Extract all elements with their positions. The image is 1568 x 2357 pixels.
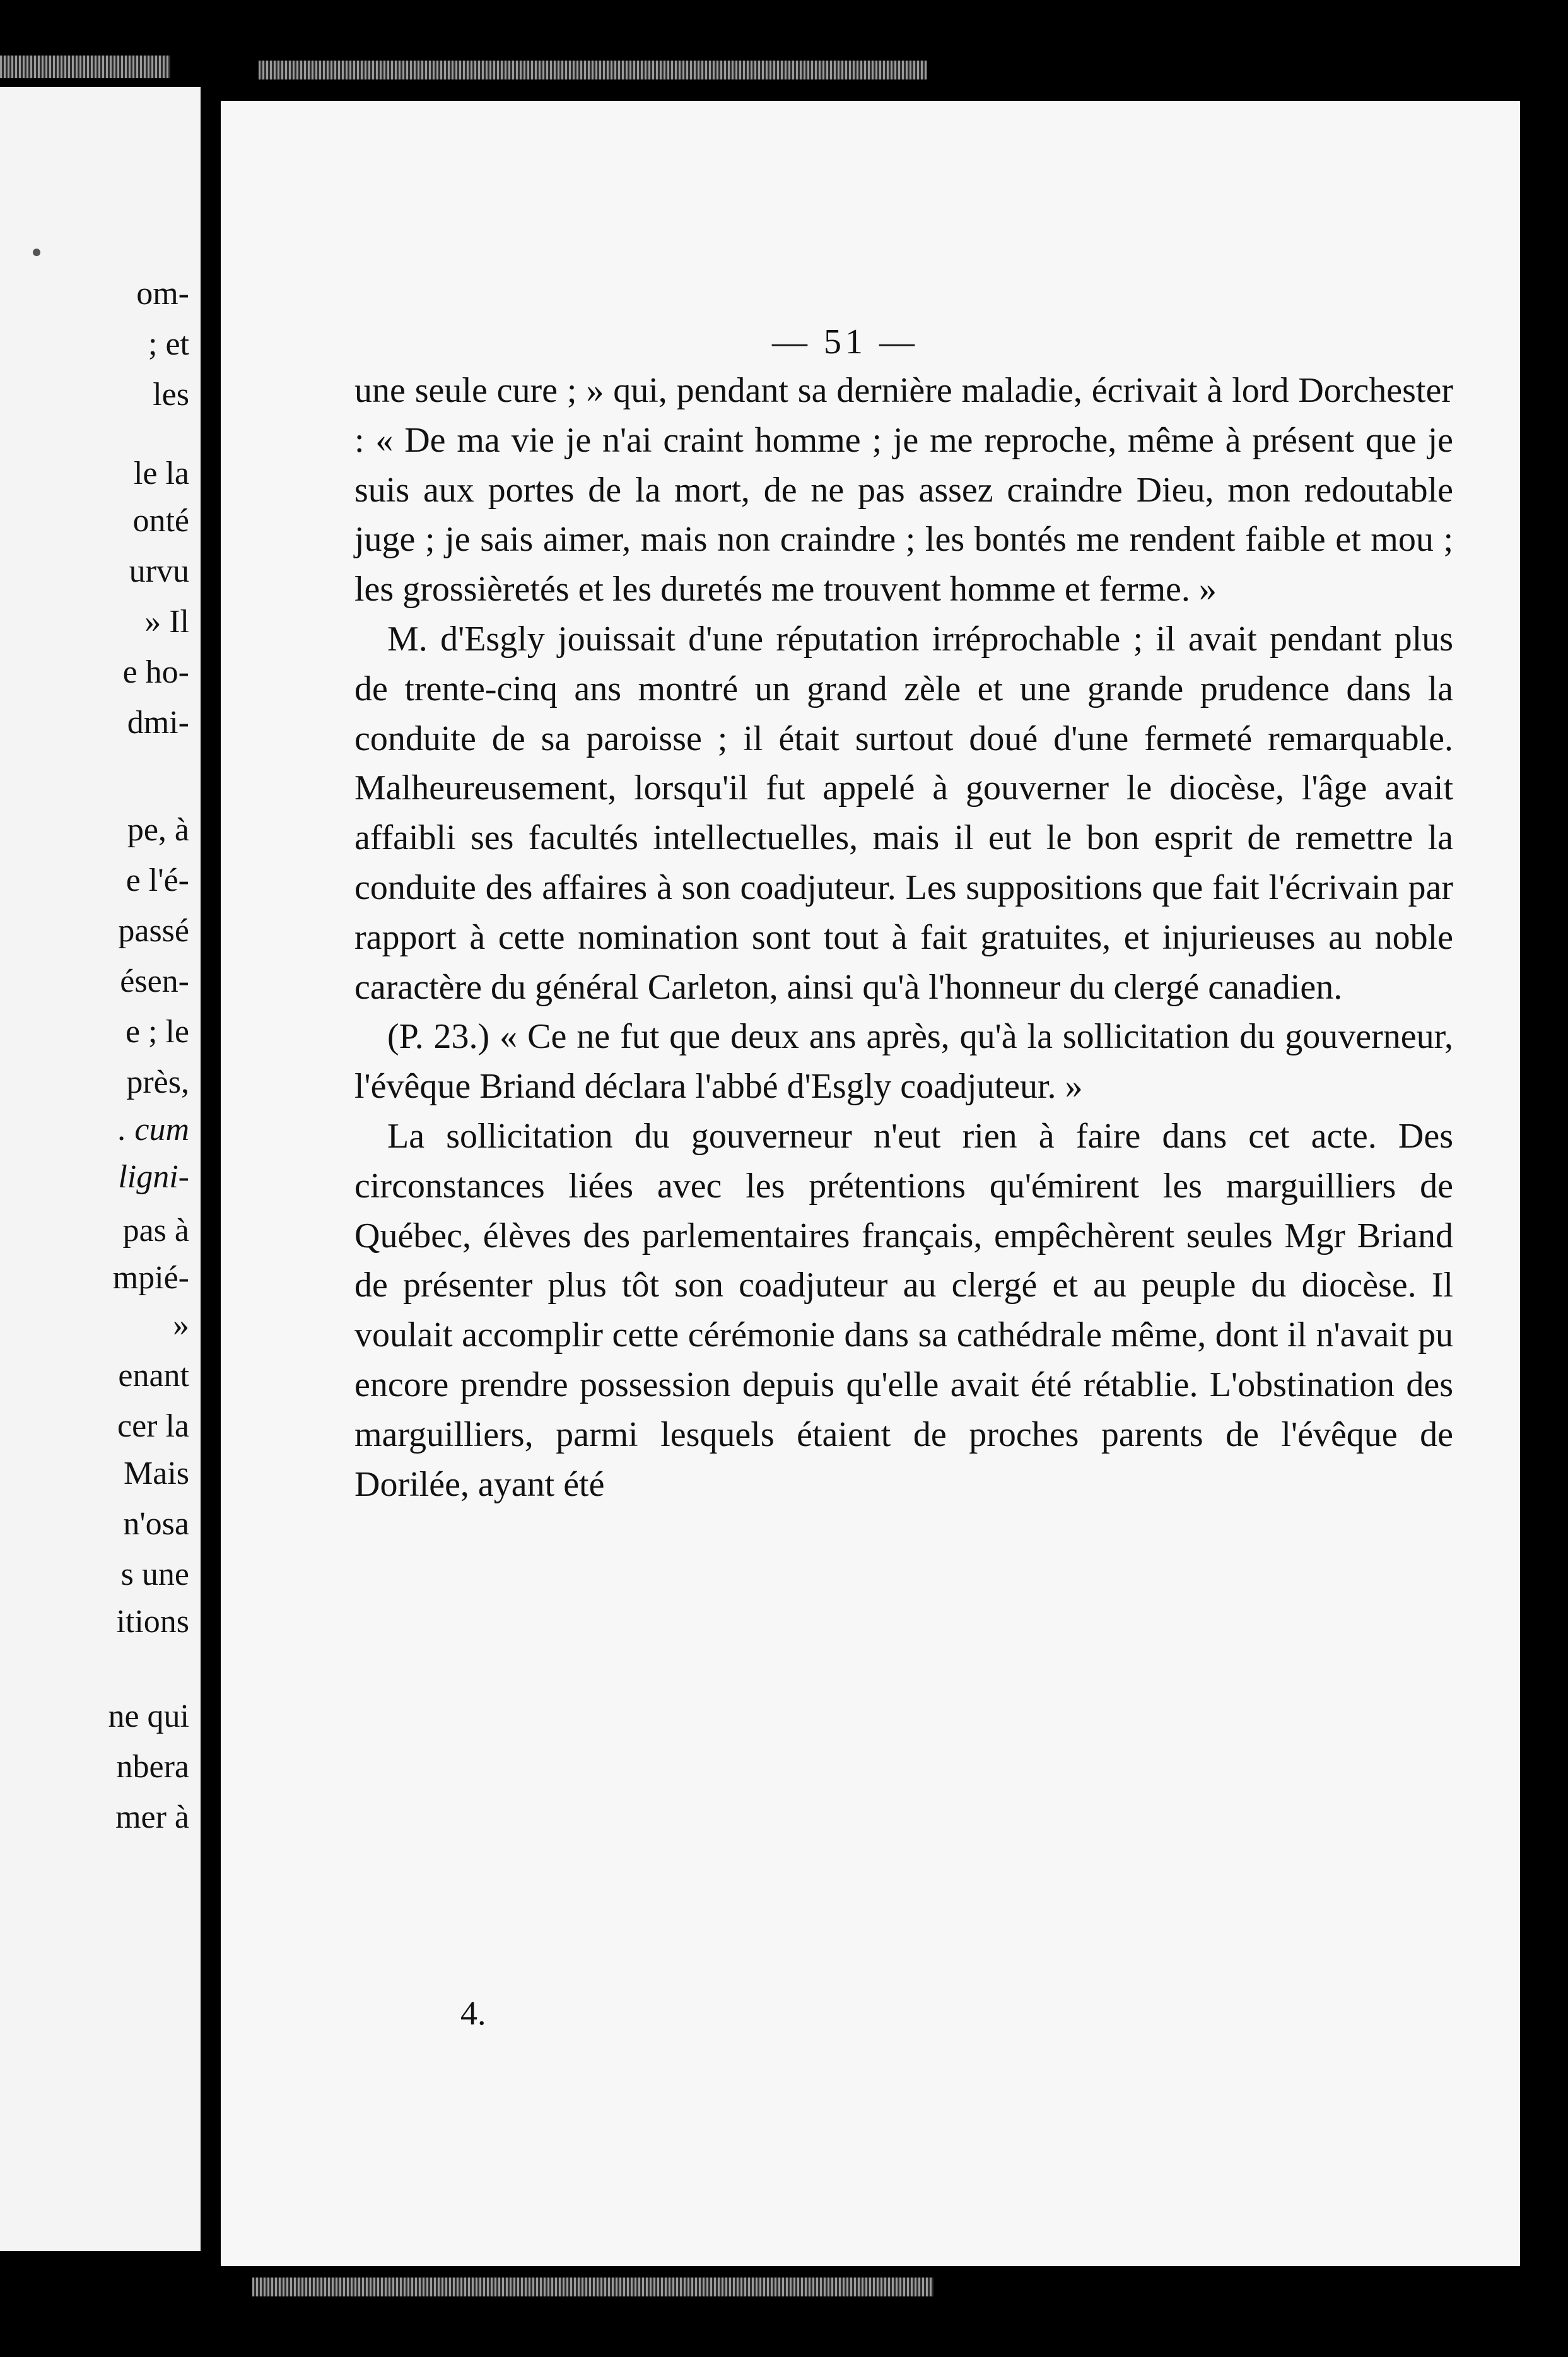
signature-mark: 4. <box>460 1994 486 2032</box>
left-page-fragment: nbera <box>116 1749 189 1785</box>
left-page-fragment: e l'é- <box>126 862 189 898</box>
left-page-fragment: onté <box>132 503 189 539</box>
left-page-fragment: itions <box>116 1604 189 1640</box>
left-page-fragment: urvu <box>129 553 189 589</box>
left-page-fragment: ne qui <box>108 1698 189 1734</box>
page-number: — 51 — <box>772 322 918 361</box>
left-page-fragment: enant <box>118 1358 189 1394</box>
left-page-fragment: » Il <box>144 604 189 640</box>
left-facing-page <box>0 87 201 2251</box>
left-page-fragment: n'osa <box>123 1506 189 1542</box>
left-page-fragment: pe, à <box>127 812 189 848</box>
paragraph: M. d'Esgly jouissait d'une réputation irréprochable ; il avait pendant plus de trente-cinq ans montré un grand zèle et une grande prudence dans la conduite de sa paroisse ; il était surtout doué d'une fermeté remarquable. Malheureusement, lorsqu'il fut appelé à gouverner le diocèse, l'âge avait affaibli ses facultés intellectuelles, mais il eut le bon esprit de remettre la conduite des affaires à son coadjuteur. Les suppositions que fait l'écrivain par rapport à cette nomination sont tout à fait gratuites, et injurieuses au noble caractère du général Carleton, ainsi qu'à l'honneur du clergé canadien. <box>354 619 1453 1007</box>
paragraph: La sollicitation du gouverneur n'eut rien à faire dans cet acte. Des circonstances liées avec les prétentions qu'émirent les marguilliers de Québec, élèves des parlementaires français, empêchèrent seules Mgr Briand de présenter plus tôt son coadjuteur au clergé et au peuple du diocèse. Il voulait accomplir cette cérémonie dans sa cathédrale même, dont il n'avait pu encore prendre possession depuis qu'elle avait été rétablie. L'obstination des marguilliers, parmi lesquels étaient de proches parents de l'évêque de Dorilée, ayant été <box>354 1116 1453 1504</box>
left-page-fragment: mpié- <box>112 1260 189 1296</box>
left-page-fragment: » <box>173 1307 189 1343</box>
left-page-fragment: Mais <box>124 1455 189 1491</box>
left-page-fragment: près, <box>126 1064 189 1100</box>
left-page-fragment: dmi- <box>127 705 189 741</box>
left-page-fragment: pas à <box>122 1213 189 1249</box>
left-page-fragment: cer la <box>117 1408 189 1444</box>
body-text <box>354 366 1453 1509</box>
left-page-fragment: . cum <box>118 1112 189 1148</box>
paragraph: (P. 23.) « Ce ne fut que deux ans après, qu'à la sollicitation du gouverneur, l'évêque Briand déclara l'abbé d'Esgly coadjuteur. » <box>354 1017 1453 1107</box>
left-page-fragment: les <box>153 377 189 413</box>
left-page-fragment: ligni- <box>118 1159 189 1195</box>
top-edge-strip-right <box>259 61 927 79</box>
left-page-fragment: le la <box>133 456 189 491</box>
left-page-fragment: e ; le <box>125 1014 189 1050</box>
left-page-fragment: mer à <box>115 1799 189 1835</box>
bottom-edge-strip <box>252 2278 933 2296</box>
paragraph: une seule cure ; » qui, pendant sa dernière maladie, écrivait à lord Dorchester : « De ma vie je n'ai craint homme ; je me reproche, même à présent que je suis aux portes de la mort, de ne pas assez craindre Dieu, mon redoutable juge ; je sais aimer, mais non craindre ; les bontés me rendent faible et mou ; les grossièretés et les duretés me trouvent homme et ferme. » <box>354 371 1453 609</box>
left-page-fragment: s une <box>120 1556 189 1592</box>
left-page-fragment: passé <box>118 913 189 949</box>
left-page-fragment: ésen- <box>120 963 189 999</box>
top-edge-strip-left <box>0 56 170 78</box>
main-page <box>221 101 1520 2266</box>
ink-speck <box>33 249 40 256</box>
left-page-fragment: om- <box>136 276 189 312</box>
left-page-fragment: e ho- <box>122 654 189 690</box>
left-page-fragment: ; et <box>148 326 189 362</box>
